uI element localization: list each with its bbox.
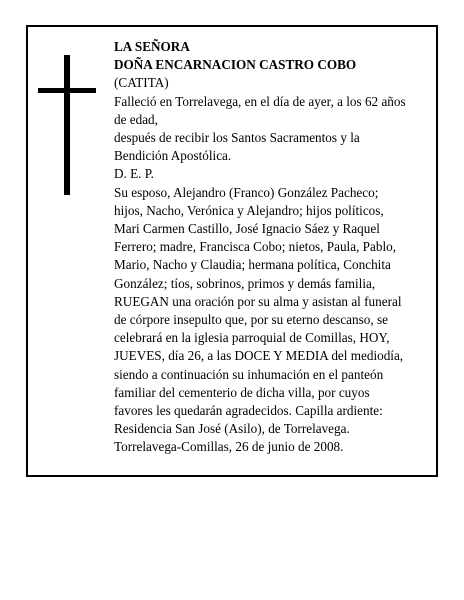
notice-line: RUEGAN una oración por su alma y asistan al funeral — [114, 293, 402, 309]
notice-line: siendo a continuación su inhumación en el panteón — [114, 366, 384, 382]
cross-icon — [38, 55, 96, 195]
notice-line: de edad, — [114, 111, 158, 127]
deceased-nickname: (CATITA) — [114, 75, 169, 91]
notice-text — [114, 38, 426, 457]
notice-line: Residencia San José (Asilo), de Torrelavega. — [114, 421, 350, 437]
notice-line: hijos, Nacho, Verónica y Alejandro; hijos políticos, — [114, 202, 384, 218]
notice-line: familiar del cementerio de dicha villa, por cuyos — [114, 384, 370, 400]
notice-line: González; tíos, sobrinos, primos y demás familia, — [114, 275, 376, 291]
notice-heading: LA SEÑORA — [114, 39, 190, 54]
notice-line: Bendición Apostólica. — [114, 148, 232, 164]
cross-horizontal-bar — [38, 88, 96, 93]
deceased-name: DOÑA ENCARNACION CASTRO COBO — [114, 57, 357, 73]
notice-line: Falleció en Torrelavega, en el día de ayer, a los 62 años — [114, 93, 406, 109]
notice-line: favores les quedarán agradecidos. Capilla ardiente: — [114, 403, 383, 419]
notice-line: JUEVES, día 26, a las DOCE Y MEDIA del mediodía, — [114, 348, 404, 364]
notice-line: Ferrero; madre, Francisca Cobo; nietos, Paula, Pablo, — [114, 239, 396, 255]
notice-line: Mari Carmen Castillo, José Ignacio Sáez y Raquel — [114, 221, 380, 237]
notice-line: Mario, Nacho y Claudia; hermana política, Conchita — [114, 257, 391, 273]
notice-line: después de recibir los Santos Sacramentos y la — [114, 130, 360, 146]
notice-line: celebrará en la iglesia parroquial de Comillas, HOY, — [114, 330, 390, 346]
notice-line: Su esposo, Alejandro (Franco) González Pacheco; — [114, 184, 379, 200]
rip-line: D. E. P. — [114, 166, 154, 182]
notice-line: de córpore insepulto que, por su eterno descanso, se — [114, 312, 388, 328]
notice-date-line: Torrelavega-Comillas, 26 de junio de 2008. — [114, 439, 344, 455]
cross-vertical-bar — [64, 55, 70, 195]
